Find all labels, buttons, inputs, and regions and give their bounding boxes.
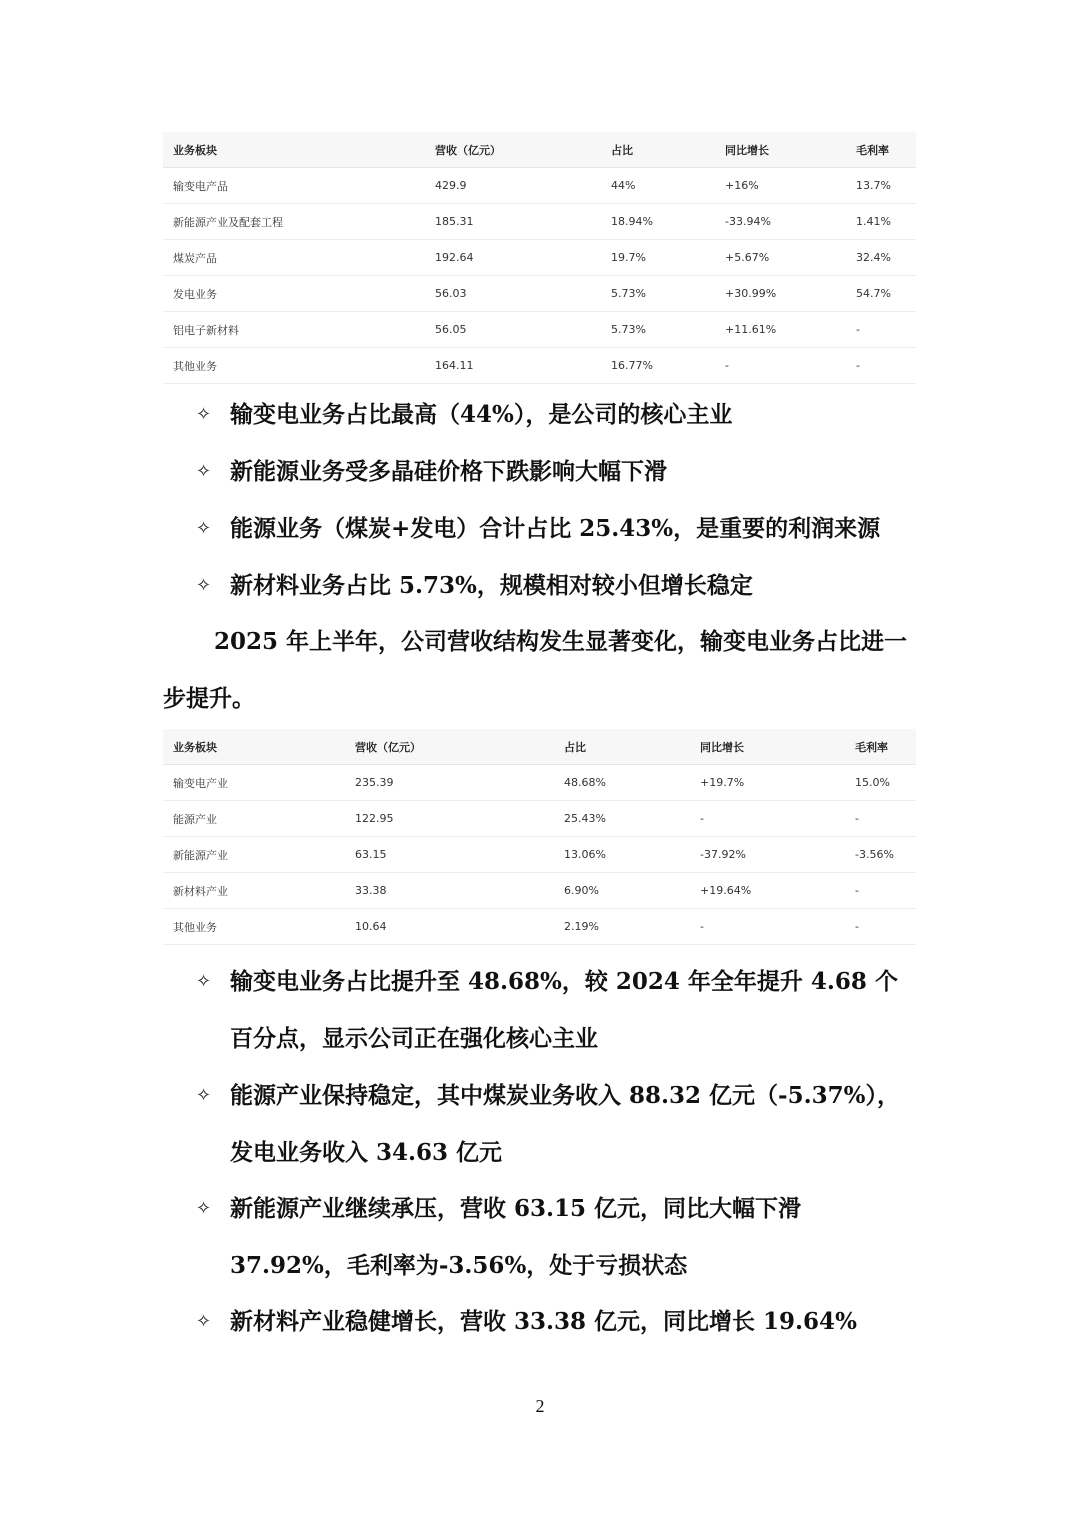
bullet-item bbox=[196, 1180, 920, 1294]
cell-yoy: +19.7% bbox=[690, 765, 845, 801]
header-share: 占比 bbox=[601, 132, 715, 168]
bullet-item bbox=[196, 1067, 920, 1181]
header-revenue: 营收（亿元） bbox=[345, 729, 554, 765]
sparkle-bullet-icon: ✧ bbox=[196, 971, 212, 992]
bullet-item bbox=[196, 386, 920, 443]
bullet-text: 新能源产业继续承压，营收 63.15 亿元，同比大幅下滑 37.92%，毛利率为-3.56%，处于亏损状态 bbox=[230, 1195, 802, 1279]
table-row bbox=[163, 168, 916, 204]
cell-margin: - bbox=[846, 348, 916, 384]
header-segment: 业务板块 bbox=[163, 132, 425, 168]
sparkle-bullet-icon: ✧ bbox=[196, 518, 212, 539]
header-share: 占比 bbox=[554, 729, 690, 765]
cell-revenue: 429.9 bbox=[425, 168, 601, 204]
cell-share: 25.43% bbox=[554, 801, 690, 837]
cell-segment: 能源产业 bbox=[163, 801, 345, 837]
cell-yoy: -37.92% bbox=[690, 837, 845, 873]
cell-margin: 54.7% bbox=[846, 276, 916, 312]
header-revenue: 营收（亿元） bbox=[425, 132, 601, 168]
header-margin: 毛利率 bbox=[845, 729, 916, 765]
sparkle-bullet-icon: ✧ bbox=[196, 575, 212, 596]
cell-segment: 新材料产业 bbox=[163, 873, 345, 909]
cell-share: 19.7% bbox=[601, 240, 715, 276]
cell-share: 5.73% bbox=[601, 312, 715, 348]
cell-segment: 新能源产业及配套工程 bbox=[163, 204, 425, 240]
header-yoy: 同比增长 bbox=[690, 729, 845, 765]
cell-segment: 发电业务 bbox=[163, 276, 425, 312]
cell-yoy: +30.99% bbox=[715, 276, 846, 312]
cell-revenue: 56.03 bbox=[425, 276, 601, 312]
cell-segment: 新能源产业 bbox=[163, 837, 345, 873]
cell-segment: 其他业务 bbox=[163, 348, 425, 384]
cell-revenue: 33.38 bbox=[345, 873, 554, 909]
cell-margin: 1.41% bbox=[846, 204, 916, 240]
cell-share: 13.06% bbox=[554, 837, 690, 873]
sparkle-bullet-icon: ✧ bbox=[196, 1311, 212, 1332]
cell-margin: 32.4% bbox=[846, 240, 916, 276]
cell-yoy: - bbox=[715, 348, 846, 384]
revenue-table-2025h1 bbox=[163, 729, 916, 945]
cell-segment: 铝电子新材料 bbox=[163, 312, 425, 348]
cell-yoy: +5.67% bbox=[715, 240, 846, 276]
cell-margin: - bbox=[845, 873, 916, 909]
cell-revenue: 10.64 bbox=[345, 909, 554, 945]
bullet-text: 新能源业务受多晶硅价格下跌影响大幅下滑 bbox=[230, 458, 667, 485]
table-row bbox=[163, 801, 916, 837]
bullet-text: 新材料产业稳健增长，营收 33.38 亿元，同比增长 19.64% bbox=[230, 1308, 857, 1335]
cell-yoy: +19.64% bbox=[690, 873, 845, 909]
bullet-item bbox=[196, 557, 920, 614]
cell-revenue: 56.05 bbox=[425, 312, 601, 348]
bullet-item bbox=[196, 953, 920, 1067]
table-header-row bbox=[163, 729, 916, 765]
cell-revenue: 122.95 bbox=[345, 801, 554, 837]
cell-share: 48.68% bbox=[554, 765, 690, 801]
sparkle-bullet-icon: ✧ bbox=[196, 404, 212, 425]
table-row bbox=[163, 276, 916, 312]
table-row bbox=[163, 837, 916, 873]
header-margin: 毛利率 bbox=[846, 132, 916, 168]
cell-share: 2.19% bbox=[554, 909, 690, 945]
cell-yoy: +16% bbox=[715, 168, 846, 204]
cell-margin: - bbox=[846, 312, 916, 348]
cell-segment: 输变电产业 bbox=[163, 765, 345, 801]
table-row bbox=[163, 765, 916, 801]
table-row bbox=[163, 240, 916, 276]
table-row bbox=[163, 312, 916, 348]
cell-share: 16.77% bbox=[601, 348, 715, 384]
cell-yoy: -33.94% bbox=[715, 204, 846, 240]
bullet-text: 输变电业务占比提升至 48.68%，较 2024 年全年提升 4.68 个百分点，显示公司正在强化核心主业 bbox=[230, 968, 898, 1052]
cell-segment: 煤炭产品 bbox=[163, 240, 425, 276]
header-segment: 业务板块 bbox=[163, 729, 345, 765]
cell-revenue: 185.31 bbox=[425, 204, 601, 240]
cell-share: 18.94% bbox=[601, 204, 715, 240]
cell-margin: 13.7% bbox=[846, 168, 916, 204]
cell-segment: 输变电产品 bbox=[163, 168, 425, 204]
bullet-item bbox=[196, 1293, 920, 1350]
cell-share: 44% bbox=[601, 168, 715, 204]
sparkle-bullet-icon: ✧ bbox=[196, 461, 212, 482]
cell-yoy: +11.61% bbox=[715, 312, 846, 348]
cell-share: 5.73% bbox=[601, 276, 715, 312]
bullet-text: 输变电业务占比最高（44%），是公司的核心主业 bbox=[230, 401, 733, 428]
header-yoy: 同比增长 bbox=[715, 132, 846, 168]
table-header-row bbox=[163, 132, 916, 168]
sparkle-bullet-icon: ✧ bbox=[196, 1198, 212, 1219]
bullet-text: 新材料业务占比 5.73%，规模相对较小但增长稳定 bbox=[230, 572, 753, 599]
cell-yoy: - bbox=[690, 801, 845, 837]
body-paragraph: 2025 年上半年，公司营收结构发生显著变化，输变电业务占比进一步提升。 bbox=[163, 628, 908, 712]
cell-yoy: - bbox=[690, 909, 845, 945]
page-number: 2 bbox=[535, 1396, 545, 1416]
bullet-item bbox=[196, 443, 920, 500]
bullet-item bbox=[196, 500, 920, 557]
table-row bbox=[163, 348, 916, 384]
sparkle-bullet-icon: ✧ bbox=[196, 1085, 212, 1106]
table-row bbox=[163, 204, 916, 240]
bullet-text: 能源业务（煤炭+发电）合计占比 25.43%，是重要的利润来源 bbox=[230, 515, 881, 542]
cell-margin: 15.0% bbox=[845, 765, 916, 801]
table-row bbox=[163, 873, 916, 909]
bullet-text: 能源产业保持稳定，其中煤炭业务收入 88.32 亿元（-5.37%），发电业务收入 34.63 亿元 bbox=[230, 1082, 900, 1166]
cell-revenue: 63.15 bbox=[345, 837, 554, 873]
cell-margin: -3.56% bbox=[845, 837, 916, 873]
cell-segment: 其他业务 bbox=[163, 909, 345, 945]
table-row bbox=[163, 909, 916, 945]
cell-revenue: 235.39 bbox=[345, 765, 554, 801]
cell-margin: - bbox=[845, 909, 916, 945]
revenue-table-2024 bbox=[163, 132, 916, 384]
cell-share: 6.90% bbox=[554, 873, 690, 909]
cell-margin: - bbox=[845, 801, 916, 837]
cell-revenue: 164.11 bbox=[425, 348, 601, 384]
cell-revenue: 192.64 bbox=[425, 240, 601, 276]
